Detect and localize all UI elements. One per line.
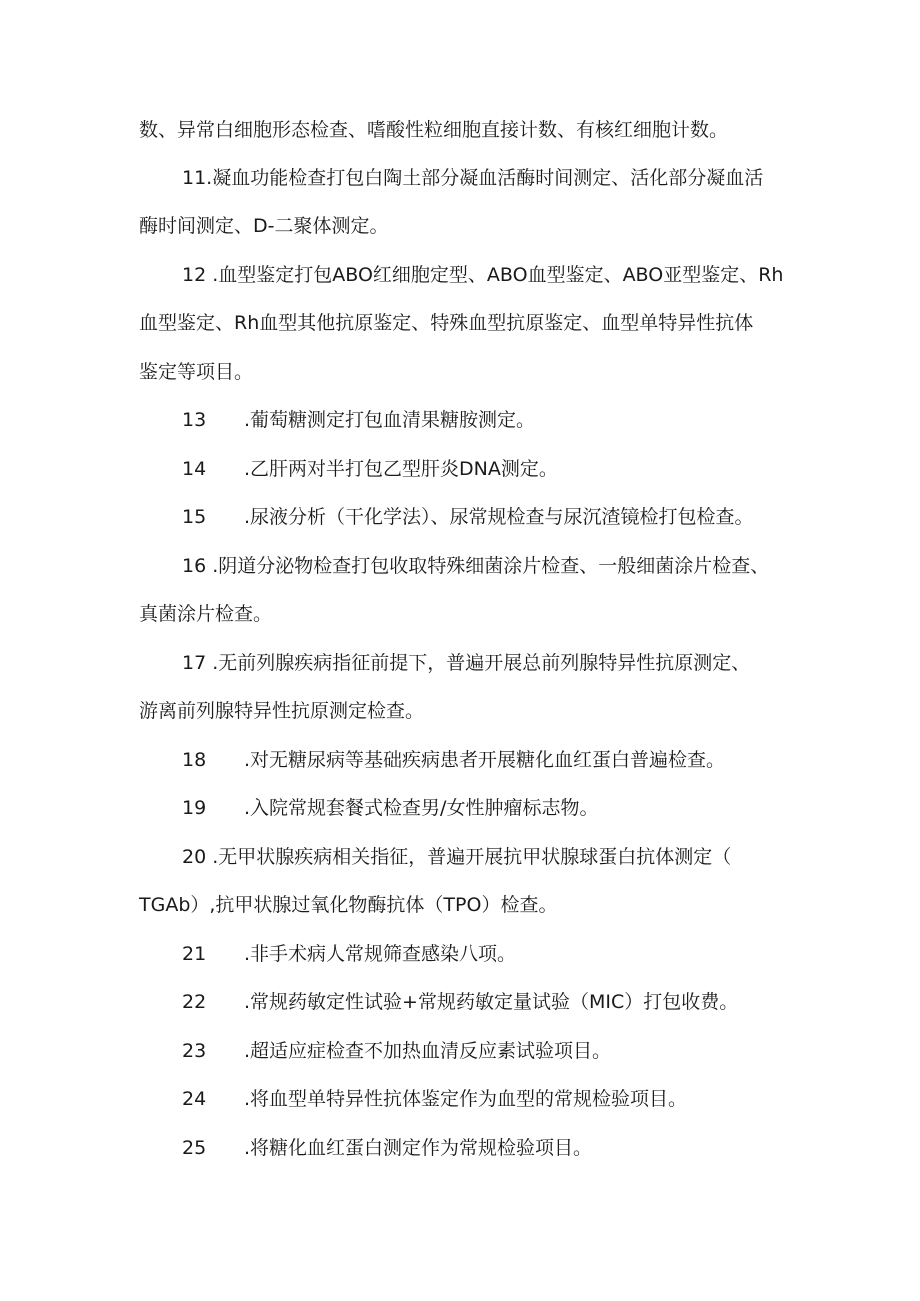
- text-line: [182, 1079, 687, 1119]
- text-line: [139, 691, 424, 731]
- line-text: .超适应症检查不加热血清反应素试验项目。: [244, 1040, 612, 1062]
- text-line: [182, 643, 750, 683]
- line-text: 数、异常白细胞形态检查、嗜酸性粒细胞直接计数、有核红细胞计数。: [139, 119, 729, 141]
- text-line: [182, 497, 754, 537]
- text-line: [139, 303, 753, 343]
- text-line: [182, 158, 763, 198]
- list-number: 14: [182, 458, 207, 480]
- line-text: 11.凝血功能检查打包白陶土部分凝血活酶时间测定、活化部分凝血活: [182, 167, 764, 189]
- line-text: .乙肝两对半打包乙型肝炎DNA测定。: [244, 458, 558, 480]
- text-line: [182, 1128, 592, 1168]
- list-number: 25: [182, 1137, 207, 1159]
- line-text: TGAb）,抗甲状腺过氧化物酶抗体（TPO）检查。: [139, 894, 558, 916]
- list-number: 21: [182, 943, 207, 965]
- line-text: 游离前列腺特异性抗原测定检查。: [139, 700, 425, 722]
- text-line: [139, 110, 728, 150]
- line-text: .将血型单特异性抗体鉴定作为血型的常规检验项目。: [244, 1088, 688, 1110]
- line-text: 血型鉴定、Rh血型其他抗原鉴定、特殊血型抗原鉴定、血型单特异性抗体: [139, 312, 754, 334]
- text-line: [182, 449, 558, 489]
- list-number: 18: [182, 749, 207, 771]
- line-text: .入院常规套餐式检查男/女性肿瘤标志物。: [244, 797, 599, 819]
- line-text: .对无糖尿病等基础疾病患者开展糖化血红蛋白普遍检查。: [244, 749, 726, 771]
- list-number: 13: [182, 409, 207, 431]
- text-line: [139, 885, 557, 925]
- text-line: [182, 1031, 611, 1071]
- line-text: .葡萄糖测定打包血清果糖胺测定。: [244, 409, 536, 431]
- list-number: 19: [182, 797, 207, 819]
- text-line: [182, 982, 738, 1022]
- list-number: 24: [182, 1088, 207, 1110]
- text-line: [139, 594, 272, 634]
- list-number: 22: [182, 991, 207, 1013]
- line-text: .尿液分析（干化学法）、尿常规检查与尿沉渣镜检打包检查。: [244, 506, 754, 528]
- text-line: [182, 788, 598, 828]
- text-line: [182, 740, 725, 780]
- text-line: [182, 837, 731, 877]
- line-text: 12 .血型鉴定打包ABO红细胞定型、ABO血型鉴定、ABO亚型鉴定、Rh: [182, 264, 784, 286]
- text-line: [182, 934, 516, 974]
- text-line: [139, 352, 253, 392]
- text-line: [182, 255, 783, 295]
- text-line: [139, 206, 389, 246]
- line-text: 16 .阴道分泌物检查打包收取特殊细菌涂片检查、一般细菌涂片检查、: [182, 555, 770, 577]
- text-line: [182, 546, 769, 586]
- line-text: .非手术病人常规筛查感染八项。: [244, 943, 517, 965]
- line-text: .将糖化血红蛋白测定作为常规检验项目。: [244, 1137, 593, 1159]
- line-text: 20 .无甲状腺疾病相关指征，普遍开展抗甲状腺球蛋白抗体测定（: [182, 846, 732, 868]
- line-text: 17 .无前列腺疾病指征前提下，普遍开展总前列腺特异性抗原测定、: [182, 652, 751, 674]
- list-number: 23: [182, 1040, 207, 1062]
- line-text: 真菌涂片检查。: [139, 603, 273, 625]
- line-text: .常规药敏定性试验+常规药敏定量试验（MIC）打包收费。: [244, 991, 739, 1013]
- text-line: [182, 400, 535, 440]
- line-text: 酶时间测定、D-二聚体测定。: [139, 215, 389, 237]
- line-text: 鉴定等项目。: [139, 361, 254, 383]
- list-number: 15: [182, 506, 207, 528]
